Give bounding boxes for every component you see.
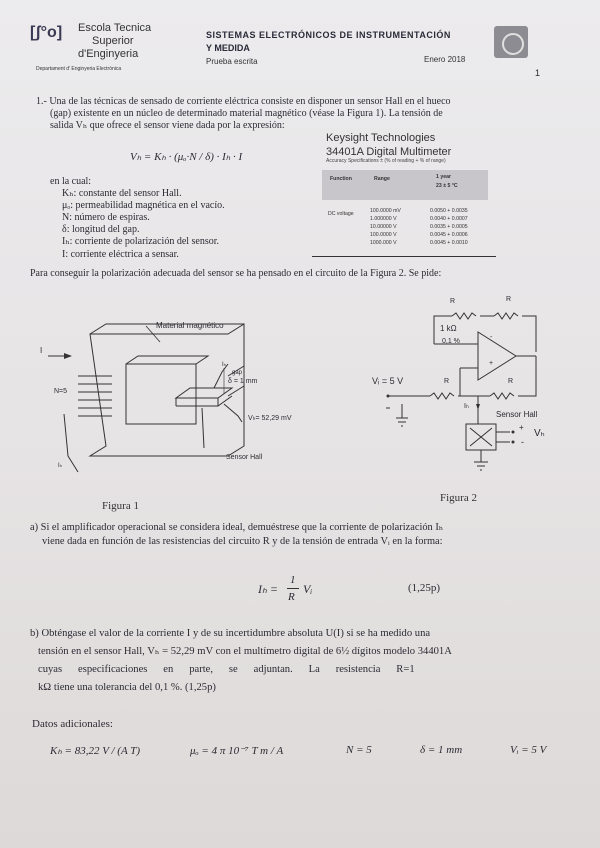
subject-title: SISTEMAS ELECTRÓNICOS DE INSTRUMENTACIÓN xyxy=(206,30,451,40)
test-type: Prueba escrita xyxy=(206,57,258,66)
polarization-statement: Para conseguir la polarización adecuada del sensor se ha pensado en el circuito de la Figura 2. Se pide: xyxy=(30,268,442,279)
label-ib: Iₕ xyxy=(464,403,469,410)
extra-vi: Vᵢ = 5 V xyxy=(510,744,547,756)
function-cell: DC voltage xyxy=(328,211,354,217)
definitions-heading: en la cual: xyxy=(50,176,92,187)
problem-intro-line1: 1.- Una de las técnicas de sensado de corriente eléctrica consiste en disponer un sensor Hall en el hueco xyxy=(36,96,451,107)
label-r-mid-left: R xyxy=(444,378,450,385)
label-gap: gap xyxy=(232,370,243,376)
question-a-line1: a) Si el amplificador operacional se considera ideal, demuéstrese que la corriente de polarización Iₕ xyxy=(30,522,444,533)
label-sensor-hall: Sensor Hall xyxy=(226,454,263,461)
figure2-circuit xyxy=(360,294,560,494)
extra-mu0: μₒ = 4 π 10⁻⁷ T m / A xyxy=(190,745,284,757)
university-seal-icon xyxy=(494,26,528,58)
range-cell: 1000.000 V xyxy=(370,240,397,246)
extra-kh: Kₕ = 83,22 V / (A T) xyxy=(50,745,140,757)
department-name: Departament d' Enginyeria Electrònica xyxy=(36,66,122,72)
accuracy-cell: 0.0035 + 0.0005 xyxy=(430,224,468,230)
formula-numerator: 1 xyxy=(290,574,296,586)
current-arrow-icon xyxy=(64,353,72,359)
opamp-plus-sign: + xyxy=(489,360,494,367)
subject-title-line2: Y MEDIDA xyxy=(206,43,250,53)
school-name-line3: d'Enginyeria xyxy=(78,48,139,60)
label-minus: - xyxy=(521,437,524,447)
col-header-period: 1 year xyxy=(436,174,452,180)
extra-data-title: Datos adicionales: xyxy=(32,718,113,730)
resistor-input xyxy=(430,393,454,399)
hall-voltage-formula: Vₕ = Kₕ · (μₒ·N / δ) · Iₕ · I xyxy=(130,151,243,163)
label-r-top-right: R xyxy=(506,296,512,303)
question-b-line1: b) Obténgase el valor de la corriente I y de su incertidumbre absoluta U(I) si se ha medido una xyxy=(30,628,431,639)
label-r-mid-right: R xyxy=(508,378,514,385)
label-r-tolerance: 0,1 % xyxy=(442,338,460,345)
school-name-line1: Escola Tecnica xyxy=(78,22,152,34)
label-material: Material magnético xyxy=(156,321,224,330)
formula-denominator: R xyxy=(288,591,295,603)
label-ib-top: Iₕ xyxy=(222,362,227,368)
accuracy-cell: 0.0050 + 0.0035 xyxy=(430,208,468,214)
resistor-top-right xyxy=(494,313,518,319)
question-b-line2: tensión en el sensor Hall, Vₕ = 52,29 mV con el multímetro digital de 6½ dígitos modelo 34401A xyxy=(38,646,452,657)
resistor-top-left xyxy=(452,313,476,319)
school-logo: [ʃ°o] xyxy=(30,24,63,41)
multimeter-brand: Keysight Technologies xyxy=(326,132,436,144)
accuracy-note: Accuracy Specifications ± (% of reading + % of range) xyxy=(326,158,446,164)
label-r-top-left: R xyxy=(450,298,456,305)
bias-current-arrow-icon xyxy=(476,404,480,410)
range-cell: 100.0000 mV xyxy=(370,208,401,214)
spec-table xyxy=(322,170,488,258)
figure1-caption: Figura 1 xyxy=(102,500,139,512)
label-vi: Vᵢ = 5 V xyxy=(372,376,404,386)
formula-lhs: Iₕ = xyxy=(258,582,278,596)
formula-rhs: Vᵢ xyxy=(303,582,313,596)
accuracy-cell: 0.0045 + 0.0006 xyxy=(430,232,468,238)
accuracy-cell: 0.0045 + 0.0010 xyxy=(430,240,468,246)
label-delta: δ = 1 mm xyxy=(228,378,258,385)
fraction-bar xyxy=(287,588,299,589)
resistor-lower xyxy=(490,393,514,399)
definition-item: μₒ: permeabilidad magnética en el vacío. xyxy=(62,200,225,211)
school-name-line2: Superior xyxy=(92,35,134,47)
definition-item: δ: longitud del gap. xyxy=(62,224,140,235)
problem-intro-line3: salida Vₕ que ofrece el sensor viene dada por la expresión: xyxy=(50,120,285,131)
label-plus: + xyxy=(519,423,524,432)
extra-delta: δ = 1 mm xyxy=(420,744,463,756)
page-number: 1 xyxy=(535,68,541,78)
range-cell: 100.0000 V xyxy=(370,232,397,238)
multimeter-model: 34401A Digital Multimeter xyxy=(326,146,452,158)
question-a-line2: viene dada en función de las resistencias del circuito R y de la tensión de entrada Vᵢ en la forma: xyxy=(42,536,443,547)
label-current: I xyxy=(40,346,43,355)
label-sensor-hall-2: Sensor Hall xyxy=(496,410,538,419)
question-b-line4: kΩ tiene una tolerancia del 0,1 %. (1,25p) xyxy=(38,682,216,693)
range-cell: 10.00000 V xyxy=(370,224,397,230)
label-r-value: 1 kΩ xyxy=(440,324,457,333)
extra-n: N = 5 xyxy=(346,744,372,756)
range-cell: 1.000000 V xyxy=(370,216,397,222)
figure2-caption: Figura 2 xyxy=(440,492,477,504)
label-vh: Vₕ= 52,29 mV xyxy=(248,415,292,422)
col-header-function: Function xyxy=(330,176,352,182)
opamp-minus-sign: - xyxy=(490,334,493,341)
col-header-temp: 23 ± 5 °C xyxy=(436,183,458,189)
definition-item: Iₕ: corriente de polarización del sensor. xyxy=(62,236,220,247)
label-vh-2: Vₕ xyxy=(534,428,545,439)
accuracy-cell: 0.0040 + 0.0007 xyxy=(430,216,468,222)
question-a-points: (1,25p) xyxy=(408,582,441,594)
definition-item: I: corriente eléctrica a sensar. xyxy=(62,249,179,260)
question-b-line3: cuyas especificaciones en parte, se adjuntan. La resistencia R=1 xyxy=(38,664,415,675)
problem-intro-line2: (gap) existente en un núcleo de determinado material magnético (véase la Figura 1). La tensión de xyxy=(50,108,443,119)
exam-date: Enero 2018 xyxy=(424,55,466,64)
label-ib-bottom: Iₕ xyxy=(58,463,63,469)
definition-item: N: número de espiras. xyxy=(62,212,150,223)
spec-table-header xyxy=(322,170,488,200)
table-rule xyxy=(312,256,496,257)
label-turns: N=5 xyxy=(54,388,68,395)
definition-item: Kₕ: constante del sensor Hall. xyxy=(62,188,182,199)
col-header-range: Range xyxy=(374,176,390,182)
